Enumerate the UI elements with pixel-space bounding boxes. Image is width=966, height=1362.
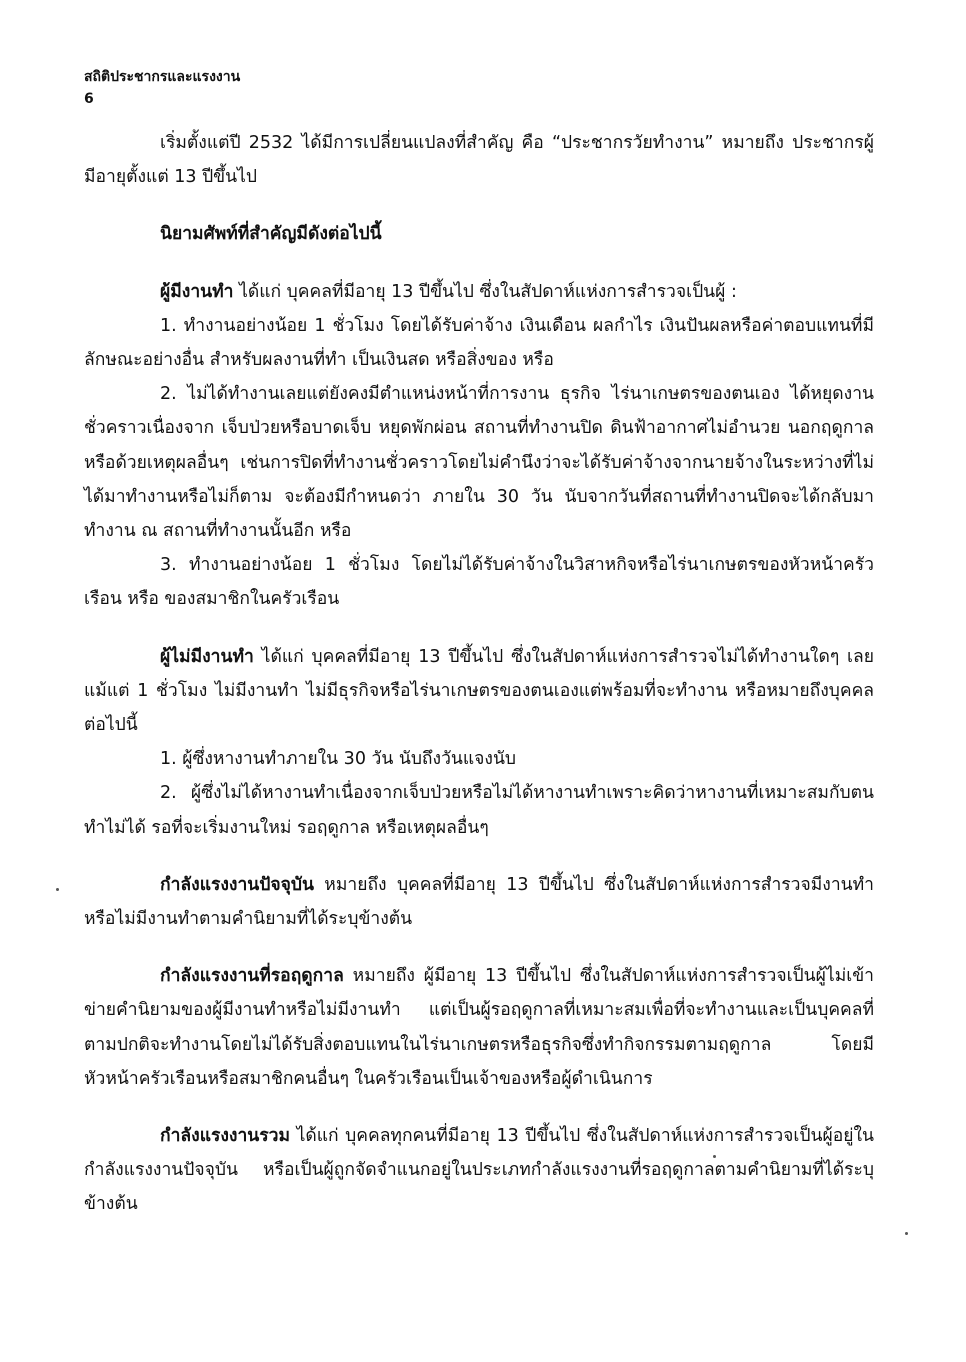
- seasonal-labor-force-term: กำลังแรงงานที่รอฤดูกาล: [160, 966, 344, 987]
- seasonal-labor-force-text: หมายถึง ผู้มีอายุ 13 ปีขึ้นไป ซึ่งในสัปดาห์แห่งการสำรวจเป็นผู้ไม่เข้าข่ายคำนิยามของผู้มีงานทำหรือไม่มีงานทำ แต่เป็นผู้รอฤดูกาลที่เหมาะสมเพื่อที่จะทำงานและเป็นบุคคลที่ตามปกติจะทำงานโดยไม่ได้รับสิ่งตอบแทนในไร่นาเกษตรหรือธุรกิจซึ่งทำกิจกรรมตามฤดูกาล โดยมีหัวหน้าครัวเรือนหรือสมาชิกคนอื่นๆ ในครัวเรือนเป็นเจ้าของหรือผู้ดำเนินการ: [84, 966, 874, 1089]
- unemployed-text: ได้แก่ บุคคลที่มีอายุ 13 ปีขึ้นไป ซึ่งในสัปดาห์แห่งการสำรวจไม่ได้ทำงานใดๆ เลยแม้แต่ 1 ชั่วโมง ไม่มีงานทำ ไม่มีธุรกิจหรือไร่นาเกษตรของตนเองแต่พร้อมที่จะทำงาน หรือหมายถึงบุคคลต่อไปนี้: [84, 646, 874, 736]
- unemployed-item-1: 1. ผู้ซึ่งหางานทำภายใน 30 วัน นับถึงวันแจงนับ: [160, 749, 517, 770]
- definitions-heading: [84, 217, 874, 251]
- header-title: สถิติประชากรและแรงงาน: [84, 69, 241, 85]
- scan-speck: [56, 888, 59, 891]
- scan-speck: [905, 1232, 908, 1235]
- employed-term: ผู้มีงานทำ: [160, 281, 234, 302]
- document-body: [84, 126, 874, 1245]
- employed-item-2: 2. ไม่ได้ทำงานเลยแต่ยังคงมีตำแหน่งหน้าที่การงาน ธุรกิจ ไร่นาเกษตรของตนเอง ได้หยุดงานชั่วคราวเนื่องจาก เจ็บป่วยหรือบาดเจ็บ หยุดพักผ่อน สถานที่ทำงานปิด ดินฟ้าอากาศไม่อำนวย นอกฤดูกาล หรือด้วยเหตุผลอื่นๆ เช่นการปิดที่ทำงานชั่วคราวโดยไม่คำนึงว่าจะได้รับค่าจ้างจากนายจ้างในระหว่างที่ไม่ได้มาทำงานหรือไม่ก็ตาม จะต้องมีกำหนดว่า ภายใน 30 วัน นับจากวันที่สถานที่ทำงานปิดจะได้กลับมาทำงาน ณ สถานที่ทำงานนั้นอีก หรือ: [84, 384, 874, 542]
- employed-definition: [84, 275, 874, 309]
- running-header: [84, 66, 240, 110]
- current-labor-force-definition: [84, 868, 874, 936]
- employed-item-1: 1. ทำงานอย่างน้อย 1 ชั่วโมง โดยได้รับค่าจ้าง เงินเดือน ผลกำไร เงินปันผลหรือค่าตอบแทนที่มีลักษณะอย่างอื่น สำหรับผลงานที่ทำ เป็นเงินสด หรือสิ่งของ หรือ: [84, 315, 874, 371]
- current-labor-force-text: หมายถึง บุคคลที่มีอายุ 13 ปีขึ้นไป ซึ่งในสัปดาห์แห่งการสำรวจมีงานทำ หรือไม่มีงานทำตามคำนิยามที่ได้ระบุข้างต้น: [84, 874, 874, 930]
- employed-text: ได้แก่ บุคคลที่มีอายุ 13 ปีขึ้นไป ซึ่งในสัปดาห์แห่งการสำรวจเป็นผู้ :: [233, 281, 737, 302]
- scan-speck: [713, 1155, 716, 1158]
- employed-item-3: 3. ทำงานอย่างน้อย 1 ชั่วโมง โดยไม่ได้รับค่าจ้างในวิสาหกิจหรือไร่นาเกษตรของหัวหน้าครัวเรือน หรือ ของสมาชิกในครัวเรือน: [84, 555, 874, 610]
- intro-paragraph: เริ่มตั้งแต่ปี 2532 ได้มีการเปลี่ยนแปลงที่สำคัญ คือ “ประชากรวัยทำงาน” หมายถึง ประชากรผู้มีอายุตั้งแต่ 13 ปีขึ้นไป: [84, 133, 874, 188]
- definitions-heading-text: นิยามศัพท์ที่สำคัญมีดังต่อไปนี้: [160, 224, 382, 245]
- total-labor-force-text: ได้แก่ บุคคลทุกคนที่มีอายุ 13 ปีขึ้นไป ซึ่งในสัปดาห์แห่งการสำรวจเป็นผู้อยู่ในกำลังแรงงานปัจจุบัน หรือเป็นผู้ถูกจัดจำแนกอยู่ในประเภทกำลังแรงงานที่รอฤดูกาลตามคำนิยามที่ได้ระบุข้างต้น: [84, 1126, 874, 1215]
- total-labor-force-term: กำลังแรงงานรวม: [160, 1126, 291, 1147]
- total-labor-force-definition: [84, 1119, 874, 1222]
- unemployed-term: ผู้ไม่มีงานทำ: [160, 646, 254, 667]
- unemployed-definition: [84, 640, 874, 743]
- current-labor-force-term: กำลังแรงงานปัจจุบัน: [160, 874, 314, 895]
- seasonal-labor-force-definition: [84, 959, 874, 1096]
- page-number: 6: [84, 91, 94, 107]
- unemployed-item-2: 2. ผู้ซึ่งไม่ได้หางานทำเนื่องจากเจ็บป่วยหรือไม่ได้หางานทำเพราะคิดว่าหางานที่เหมาะสมกับตนทำไม่ได้ รอที่จะเริ่มงานใหม่ รอฤดูกาล หรือเหตุผลอื่นๆ: [84, 783, 874, 838]
